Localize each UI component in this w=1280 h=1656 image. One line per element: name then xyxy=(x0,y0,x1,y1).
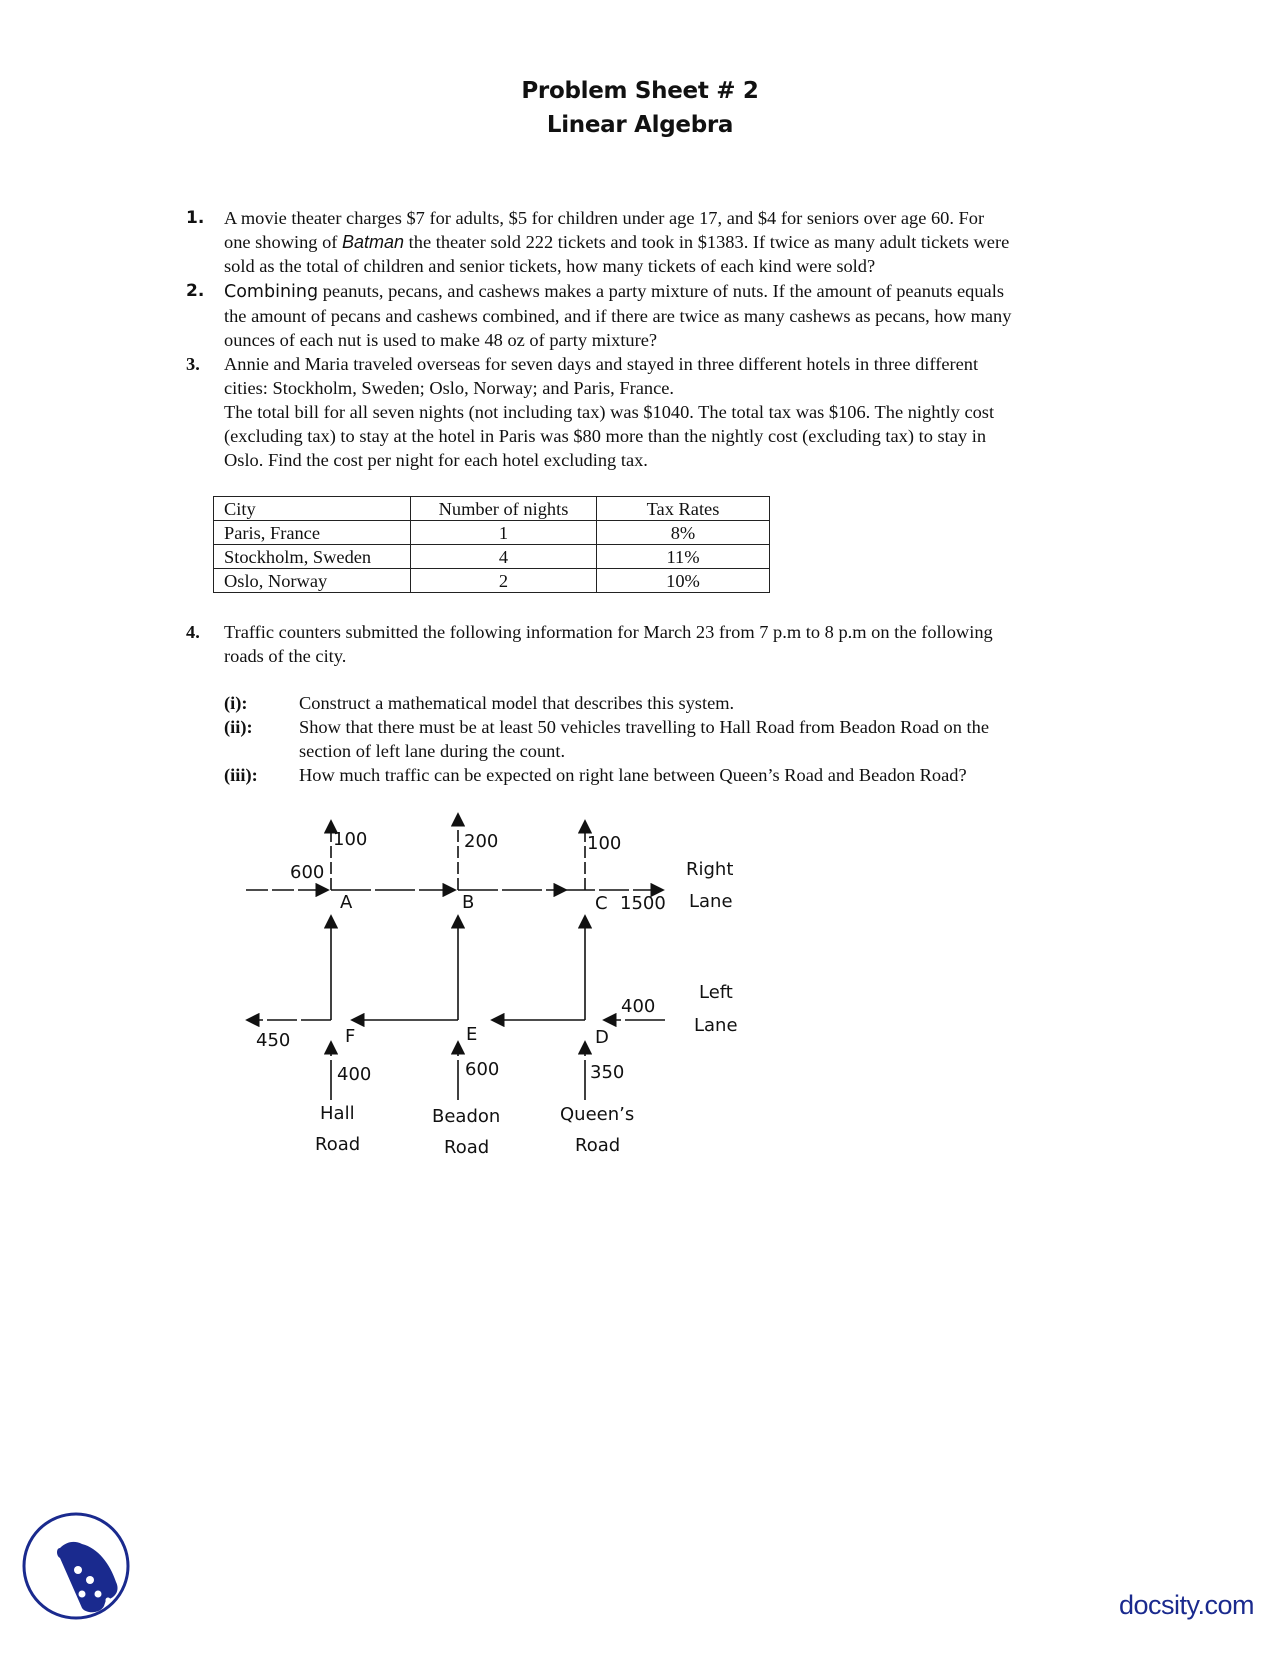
subpart-text: How much traffic can be expected on right lane between Queen’s Road and Beadon Road? xyxy=(299,765,967,785)
problem-text: The total bill for all seven nights (not including tax) was $1040. The total tax was $106. The nightly cost xyxy=(224,402,995,422)
flow-d-in-right: 400 xyxy=(621,996,656,1017)
problem-text: (excluding tax) to stay at the hotel in Paris was $80 more than the nightly cost (excluding tax) to stay in xyxy=(224,426,987,446)
node-c: C xyxy=(595,893,608,914)
flow-c-out-right: 1500 xyxy=(620,893,666,914)
problem-text: one showing of xyxy=(224,232,342,252)
problem-text: cities: Stockholm, Sweden; Oslo, Norway; and Paris, France. xyxy=(224,378,674,398)
flow-e-in-bottom: 600 xyxy=(465,1059,500,1080)
table-cell: 10% xyxy=(597,569,770,593)
problem-number: 3. xyxy=(186,354,200,374)
problem-text: ounces of each nut is used to make 48 oz of party mixture? xyxy=(224,330,658,350)
table-cell: Oslo, Norway xyxy=(214,569,411,593)
problem-text: the amount of pecans and cashews combined, and if there are twice as many cashews as pecans, how many xyxy=(224,306,1012,326)
docsity-logo-icon xyxy=(20,1510,132,1622)
table-cell: 4 xyxy=(411,545,597,569)
flow-a-out-top: 100 xyxy=(333,829,368,850)
left-lane-label-1: Left xyxy=(699,982,733,1003)
subpart-text: Construct a mathematical model that describes this system. xyxy=(299,693,735,713)
problem-number: 4. xyxy=(186,622,200,642)
problem-text: A movie theater charges $7 for adults, $5 for children under age 17, and $4 for seniors over age 60. For xyxy=(224,208,985,228)
node-e: E xyxy=(466,1024,478,1045)
table-cell: 2 xyxy=(411,569,597,593)
flow-b-out-top: 200 xyxy=(464,831,499,852)
problem-text: Traffic counters submitted the following information for March 23 from 7 p.m to 8 p.m on the following xyxy=(224,622,993,642)
problem-text: Annie and Maria traveled overseas for seven days and stayed in three different hotels in three different xyxy=(224,354,979,374)
table-cell: Paris, France xyxy=(214,521,411,545)
problem-number: 1. xyxy=(186,208,205,228)
road-label-queens: Queen’s xyxy=(560,1104,635,1125)
flow-c-out-top: 100 xyxy=(587,833,622,854)
flow-a-in-left: 600 xyxy=(290,862,325,883)
node-f: F xyxy=(345,1026,356,1047)
problem-text: the theater sold 222 tickets and took in $1383. If twice as many adult tickets were xyxy=(404,232,1010,252)
road-label-hall: Hall xyxy=(320,1103,355,1124)
problem-text: roads of the city. xyxy=(224,646,347,666)
table-header: Number of nights xyxy=(411,497,597,521)
subpart-label: (iii): xyxy=(224,765,258,785)
left-lane-label-2: Lane xyxy=(694,1015,738,1036)
right-lane-label-1: Right xyxy=(686,859,734,880)
road-label-beadon: Road xyxy=(444,1137,490,1158)
problem-first-word: Combining xyxy=(224,282,319,302)
subpart-text: Show that there must be at least 50 vehicles travelling to Hall Road from Beadon Road on the xyxy=(299,717,989,737)
table-cell: 1 xyxy=(411,521,597,545)
node-b: B xyxy=(462,892,475,913)
table-header: Tax Rates xyxy=(597,497,770,521)
road-label-queens: Road xyxy=(575,1135,621,1156)
right-lane-label-2: Lane xyxy=(689,891,733,912)
flow-f-in-bottom: 400 xyxy=(337,1064,372,1085)
table-header: City xyxy=(214,497,411,521)
table-cell: 8% xyxy=(597,521,770,545)
subpart-text: section of left lane during the count. xyxy=(299,741,566,761)
road-label-hall: Road xyxy=(315,1134,361,1155)
problem-text: Oslo. Find the cost per night for each hotel excluding tax. xyxy=(224,450,648,470)
page-subtitle: Linear Algebra xyxy=(546,112,734,138)
problem-number: 2. xyxy=(186,281,205,301)
subpart-label: (i): xyxy=(224,693,248,713)
flow-f-out-left: 450 xyxy=(256,1030,291,1051)
movie-title: Batman xyxy=(342,232,405,252)
docsity-brand-link[interactable]: docsity.com xyxy=(1118,1590,1254,1620)
node-a: A xyxy=(340,892,353,913)
table-cell: 11% xyxy=(597,545,770,569)
table-cell: Stockholm, Sweden xyxy=(214,545,411,569)
node-d: D xyxy=(595,1027,609,1048)
subpart-label: (ii): xyxy=(224,717,253,737)
problem-text: sold as the total of children and senior tickets, how many tickets of each kind were sold? xyxy=(224,256,876,276)
problem-text: peanuts, pecans, and cashews makes a party mixture of nuts. If the amount of peanuts equals xyxy=(318,281,1004,301)
flow-d-in-bottom: 350 xyxy=(590,1062,625,1083)
page-title: Problem Sheet # 2 xyxy=(521,78,759,104)
road-label-beadon: Beadon xyxy=(432,1106,501,1127)
